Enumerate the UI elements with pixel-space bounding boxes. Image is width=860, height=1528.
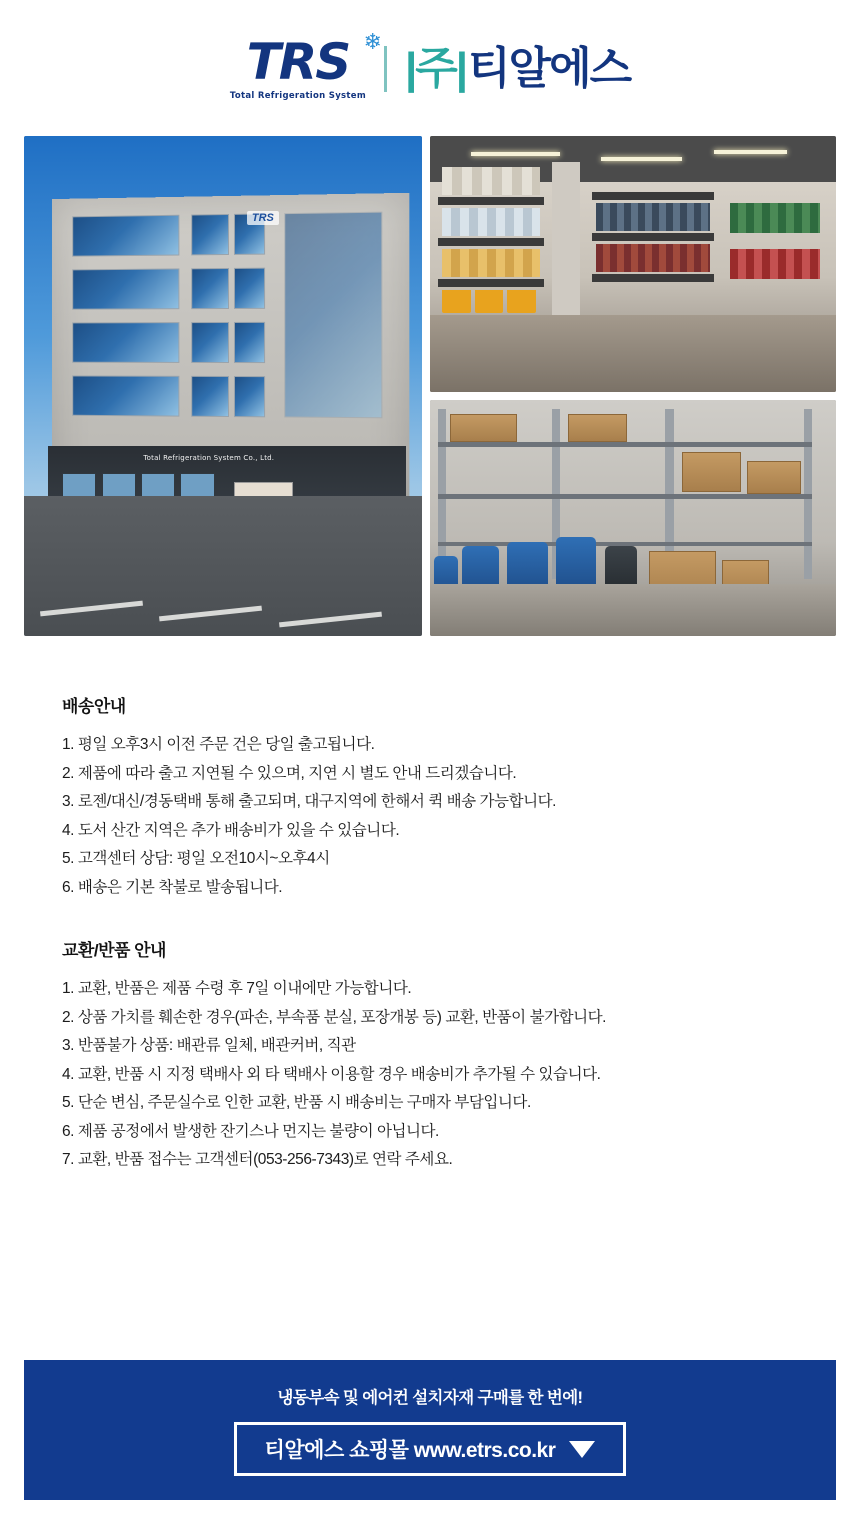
logo-company-kr: 티알에스	[468, 44, 631, 93]
shop-banner	[24, 1360, 836, 1500]
shipping-title: 배송안내	[62, 697, 126, 716]
banner-caption: 냉동부속 및 에어컨 설치자재 구매를 한 번에!	[277, 1389, 583, 1407]
logo-korean-name	[404, 44, 631, 93]
list-item: 4. 교환, 반품 시 지정 택배사 외 타 택배사 이용할 경우 배송비가 추가될 수 있습니다.	[62, 1065, 601, 1083]
brand-logo	[229, 29, 631, 101]
list-item: 4. 도서 산간 지역은 추가 배송비가 있을 수 있습니다.	[62, 821, 400, 839]
shipping-list	[62, 731, 798, 902]
section-spacer	[62, 902, 798, 936]
photo-gallery	[24, 136, 836, 636]
list-item: 1. 교환, 반품은 제품 수령 후 7일 이내에만 가능합니다.	[62, 980, 412, 997]
warehouse-photo	[430, 400, 836, 636]
snowflake-icon: ❄	[363, 29, 382, 54]
store-aisle-photo	[430, 136, 836, 392]
page-header	[0, 0, 860, 130]
shop-link-label: 티알에스 쇼핑몰 www.etrs.co.kr	[264, 1439, 556, 1462]
right-photo-column	[430, 136, 836, 636]
returns-list	[62, 975, 798, 1175]
returns-section	[62, 936, 798, 1175]
building-roof-logo: TRS	[247, 211, 279, 225]
store-floor	[430, 315, 836, 392]
list-item: 3. 로젠/대신/경동택배 통해 출고되며, 대구지역에 한해서 퀵 배송 가능합니다.	[62, 793, 556, 810]
warehouse-floor	[430, 584, 836, 636]
store-pillar	[552, 162, 580, 321]
returns-title: 교환/반품 안내	[62, 941, 166, 960]
logo-divider	[384, 46, 387, 92]
logo-trs-text: TRS	[246, 33, 350, 91]
shipping-section	[62, 692, 798, 902]
list-item: 3. 반품불가 상품: 배관류 일체, 배관커버, 직관	[62, 1037, 356, 1054]
shop-link-button[interactable]	[234, 1422, 627, 1476]
list-item: 2. 제품에 따라 출고 지연될 수 있으며, 지연 시 별도 안내 드리겠습니다.	[62, 764, 517, 782]
logo-bracket: |주|	[404, 44, 467, 93]
parking-lot	[24, 496, 422, 636]
list-item: 5. 고객센터 상담: 평일 오전10시~오후4시	[62, 850, 330, 867]
building-exterior-photo	[24, 136, 422, 636]
policy-content	[62, 692, 798, 1175]
list-item: 7. 교환, 반품 접수는 고객센터(053-256-7343)로 연락 주세요.	[62, 1151, 453, 1168]
list-item: 2. 상품 가치를 훼손한 경우(파손, 부속품 분실, 포장개봉 등) 교환, 반품이 불가합니다.	[62, 1008, 607, 1026]
list-item: 5. 단순 변심, 주문실수로 인한 교환, 반품 시 배송비는 구매자 부담입니다.	[62, 1094, 531, 1111]
logo-mark	[229, 29, 382, 101]
list-item: 6. 제품 공정에서 발생한 잔기스나 먼지는 불량이 아닙니다.	[62, 1122, 439, 1140]
list-item: 6. 배송은 기본 착불로 발송됩니다.	[62, 878, 283, 896]
list-item: 1. 평일 오후3시 이전 주문 건은 당일 출고됩니다.	[62, 736, 375, 753]
building-signage: Total Refrigeration System Co., Ltd.	[143, 453, 275, 462]
triangle-down-icon	[569, 1441, 595, 1458]
logo-tagline: Total Refrigeration System	[229, 91, 366, 101]
